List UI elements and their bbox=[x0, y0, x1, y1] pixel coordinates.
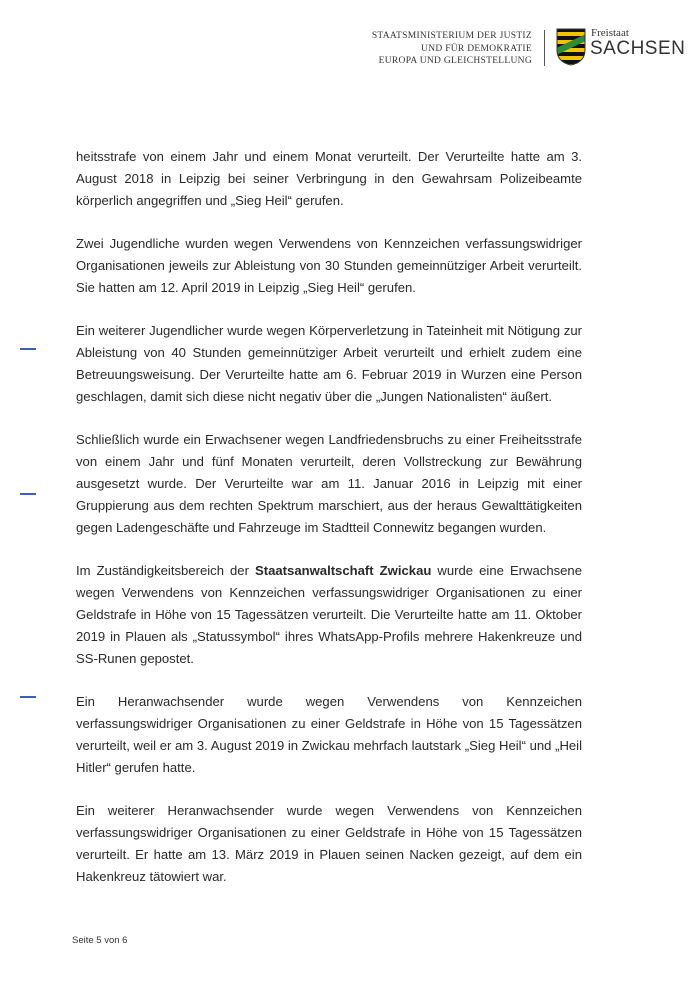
saxony-coat-of-arms-icon bbox=[556, 28, 586, 66]
sachsen-label: SACHSEN bbox=[590, 38, 686, 59]
paragraph: Zwei Jugendliche wurden wegen Verwendens von Kennzeichen verfassungswidriger Organisationen jeweils zur Ableistung von 30 Stunden gemeinnütziger Arbeit verurteilt. Sie hatten am 12. April 2019 in Leipzig „Sieg Heil“ gerufen. bbox=[76, 236, 582, 295]
paragraph-text: Im Zuständigkeitsbereich der bbox=[76, 563, 256, 578]
ministry-line-1: STAATSMINISTERIUM DER JUSTIZ bbox=[371, 31, 532, 41]
paragraph: Ein weiterer Heranwachsender wurde wegen Verwendens von Kennzeichen verfassungswidriger Organisationen zu einer Geldstrafe in Höhe von 15 Tagessätzen verurteilt. Er hatte am 13. März 2019 in Plauen seinen Nacken gezeigt, auf dem ein Hakenkreuz tätowiert war. bbox=[76, 803, 582, 884]
document-body bbox=[76, 146, 582, 909]
header-divider bbox=[544, 30, 545, 66]
paragraph: Schließlich wurde ein Erwachsener wegen Landfriedensbruchs zu einer Freiheitsstrafe von einem Jahr und fünf Monaten verurteilt, deren Vollstreckung zur Bewährung ausgesetzt wurde. Der Verurteilte war am 11. Januar 2016 in Leipzig mit einer Gruppierung aus dem rechten Spektrum marschiert, aus der heraus Gewalttätigkeiten gegen Ladengeschäfte und Fahrzeuge im Stadtteil Connewitz begangen wurden. bbox=[76, 432, 582, 535]
margin-mark bbox=[20, 696, 36, 698]
paragraph: Ein weiterer Jugendlicher wurde wegen Körperverletzung in Tateinheit mit Nötigung zur Ableistung von 40 Stunden gemeinnütziger Arbeit verurteilt und erhielt zudem eine Betreuungsweisung. Der Verurteilte hatte am 6. Februar 2019 in Wurzen eine Person geschlagen, damit sich diese nicht negativ über die „Jungen Nationalisten“ äußert. bbox=[76, 323, 582, 404]
paragraph-text: wurde eine Erwachsene wegen Verwendens von Kennzeichen verfassungswidriger Organisationen zu einer Geldstrafe in Höhe von 15 Tagessätzen verurteilt. Die Verurteilte hatte am 11. Oktober 2019 in Plauen als „Statussymbol“ ihres WhatsApp-Profils mehrere Hakenkreuze und SS-Runen gepostet. bbox=[76, 563, 582, 666]
paragraph: heitsstrafe von einem Jahr und einem Monat verurteilt. Der Verurteilte hatte am 3. August 2018 in Leipzig bei seiner Verbringung in den Gewahrsam Polizeibeamte körperlich angegriffen und „Sieg Heil“ gerufen. bbox=[76, 149, 582, 208]
paragraph: Ein Heranwachsender wurde wegen Verwendens von Kennzeichen verfassungswidriger Organisationen zu einer Geldstrafe in Höhe von 15 Tagessätzen verurteilt, weil er am 3. August 2019 in Zwickau mehrfach lautstark „Sieg Heil“ und „Heil Hitler“ gerufen hatte. bbox=[76, 694, 582, 775]
page-number: Seite 5 von 6 bbox=[72, 935, 128, 946]
freistaat-label: Freistaat bbox=[591, 27, 629, 39]
prosecutor-office-name: Staatsanwaltschaft Zwickau bbox=[255, 563, 432, 578]
ministry-line-2: UND FÜR DEMOKRATIE bbox=[421, 43, 532, 54]
margin-mark bbox=[20, 348, 36, 350]
margin-mark bbox=[20, 493, 36, 495]
paragraph bbox=[76, 560, 582, 670]
ministry-line-3: EUROPA UND GLEICHSTELLUNG bbox=[378, 56, 532, 66]
ministry-name bbox=[330, 30, 532, 68]
